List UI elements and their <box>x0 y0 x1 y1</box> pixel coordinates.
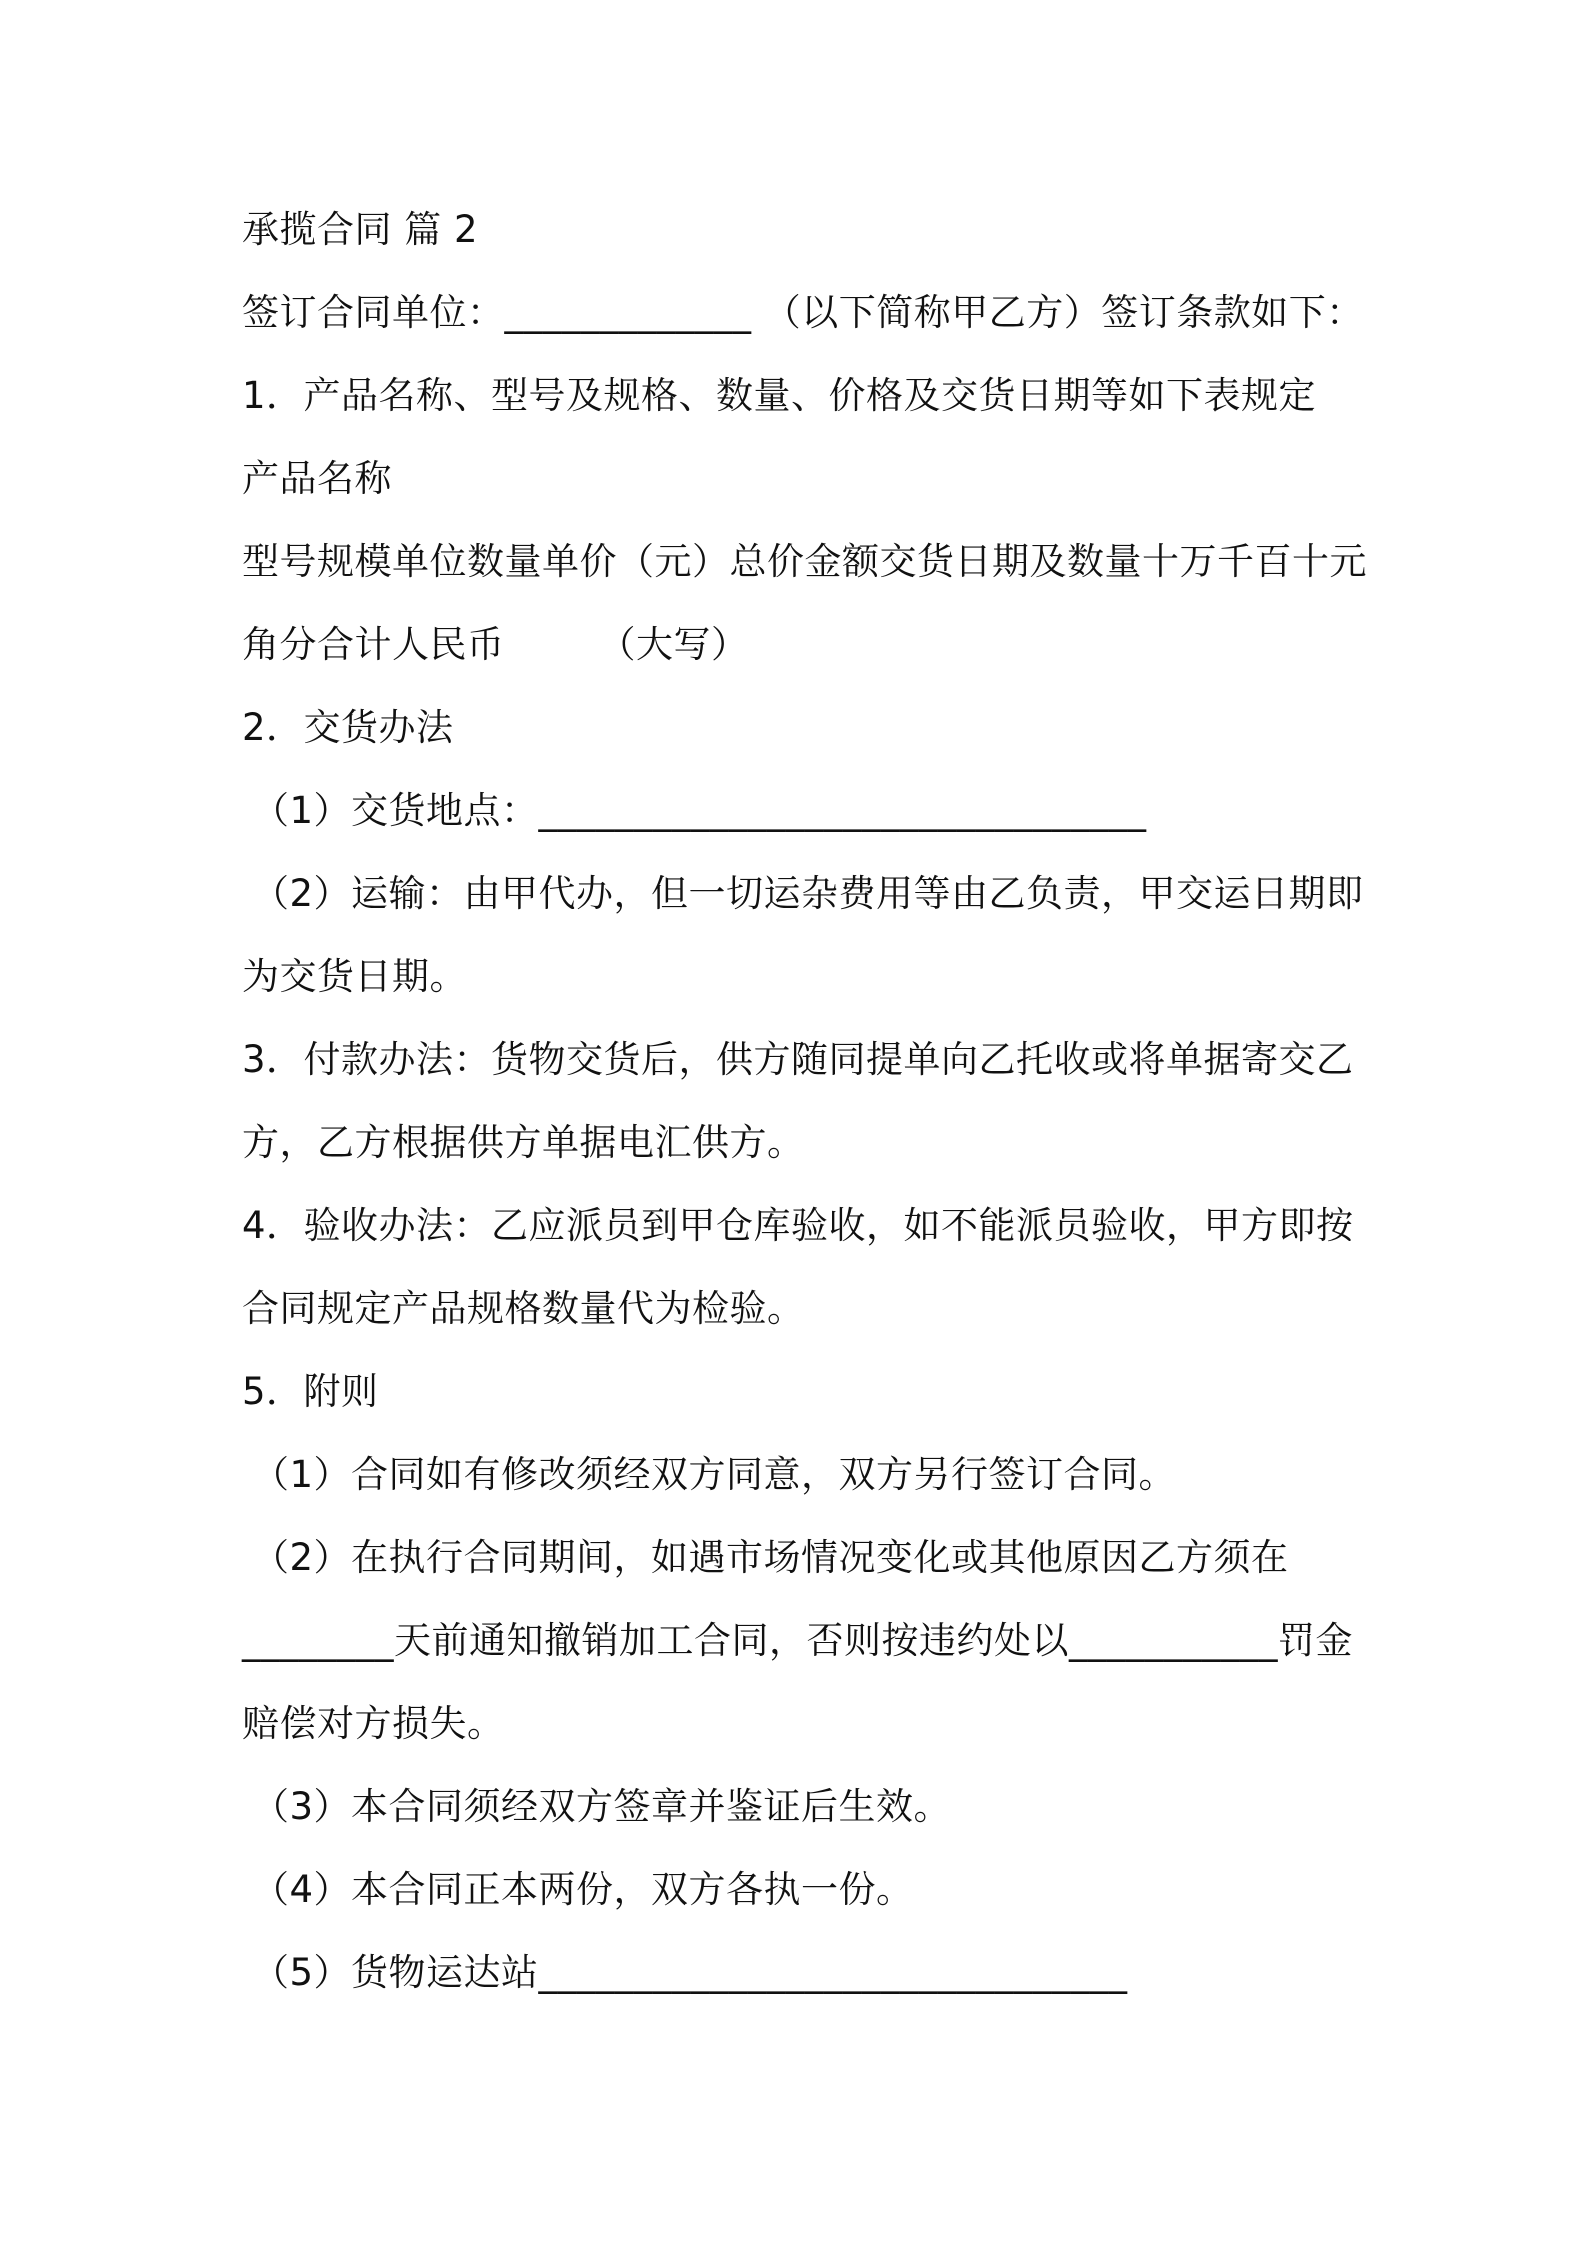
clause-4-acceptance-cont: 合同规定产品规格数量代为检验。 <box>242 1287 805 1330</box>
product-table-header: 型号规模单位数量单价（元）总价金额交货日期及数量十万千百十元 <box>242 540 1367 583</box>
document-title: 承揽合同 篇 2 <box>242 208 479 251</box>
clause-3-payment: 3．付款办法：货物交货后，供方随同提单向乙托收或将单据寄交乙 <box>242 1038 1354 1081</box>
rule-3-line: （3）本合同须经双方签章并鉴证后生效。 <box>252 1785 952 1828</box>
transport-line: （2）运输：由甲代办，但一切运杂费用等由乙负责，甲交运日期即 <box>252 872 1364 915</box>
rule-2-line: （2）在执行合同期间，如遇市场情况变化或其他原因乙方须在 <box>252 1536 1289 1579</box>
clause-1-heading: 1．产品名称、型号及规格、数量、价格及交货日期等如下表规定 <box>242 374 1317 417</box>
transport-line-cont: 为交货日期。 <box>242 955 467 998</box>
product-table-total: 角分合计人民币 （大写） <box>242 623 749 666</box>
rule-2-line-cont: ________天前通知撤销加工合同，否则按违约处以___________罚金 <box>242 1619 1353 1662</box>
clause-2-heading: 2．交货办法 <box>242 706 454 749</box>
rule-2-line-end: 赔偿对方损失。 <box>242 1702 505 1745</box>
clause-5-heading: 5．附则 <box>242 1370 379 1413</box>
clause-4-acceptance: 4．验收办法：乙应派员到甲仓库验收，如不能派员验收，甲方即按 <box>242 1204 1354 1247</box>
product-name-label: 产品名称 <box>242 457 392 500</box>
rule-1-line: （1）合同如有修改须经双方同意，双方另行签订合同。 <box>252 1453 1177 1496</box>
rule-4-line: （4）本合同正本两份，双方各执一份。 <box>252 1868 914 1911</box>
delivery-location-line: （1）交货地点：________________________________ <box>252 789 1147 832</box>
clause-3-payment-cont: 方，乙方根据供方单据电汇供方。 <box>242 1121 805 1164</box>
contract-parties-line: 签订合同单位：_____________ （以下简称甲乙方）签订条款如下： <box>242 291 1364 334</box>
rule-5-line: （5）货物运达站_______________________________ <box>252 1951 1128 1994</box>
